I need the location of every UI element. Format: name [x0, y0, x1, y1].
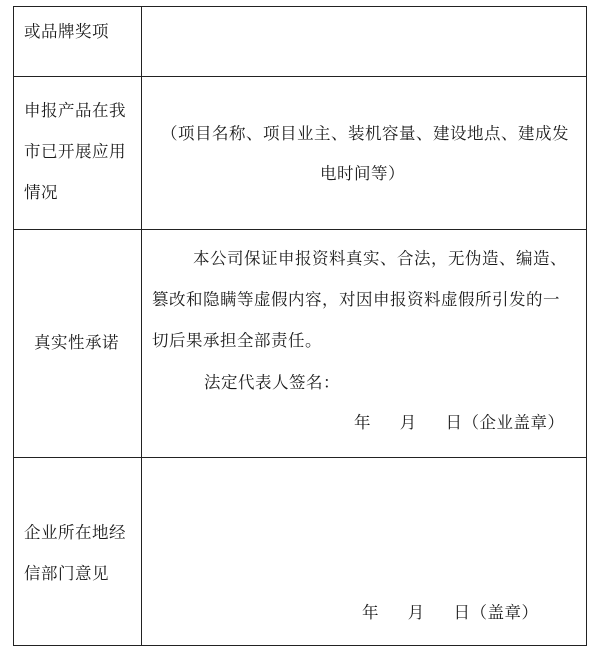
content-authenticity-commitment	[142, 230, 586, 457]
label-application-status-line2: 市已开展应用	[24, 142, 126, 161]
label-cell	[14, 230, 142, 457]
application-status-hint-line1: （项目名称、项目业主、装机容量、建设地点、建成发	[161, 124, 569, 143]
commitment-text-line3: 切后果承担全部责任。	[152, 331, 322, 350]
label-authenticity-commitment: 真实性承诺	[34, 333, 119, 352]
label-brand-awards: 或品牌奖项	[24, 22, 109, 41]
label-application-status-line1: 申报产品在我	[24, 101, 126, 120]
label-cell	[14, 458, 142, 645]
commitment-date-seal: 年 月 日（企业盖章）	[354, 413, 565, 432]
label-application-status-line3: 情况	[24, 183, 58, 202]
label-cell	[14, 77, 142, 229]
label-cell	[14, 7, 142, 76]
application-status-hint-line2: 电时间等）	[320, 164, 405, 183]
row-department-opinion	[14, 458, 586, 645]
commitment-text-line2: 篡改和隐瞒等虚假内容，对因申报资料虚假所引发的一	[152, 290, 560, 309]
row-authenticity-commitment	[14, 230, 586, 458]
content-brand-awards[interactable]	[142, 7, 586, 76]
legal-representative-signature-label: 法定代表人签名：	[204, 373, 340, 392]
content-application-status[interactable]	[142, 77, 586, 229]
department-date-seal: 年 月 日（盖章）	[362, 603, 539, 622]
row-brand-awards	[14, 7, 586, 77]
content-department-opinion[interactable]	[142, 458, 586, 645]
commitment-text-line1: 本公司保证申报资料真实、合法，无伪造、编造、	[193, 249, 567, 268]
row-application-status	[14, 77, 586, 230]
label-department-opinion-line2: 信部门意见	[24, 564, 109, 583]
label-department-opinion-line1: 企业所在地经	[24, 523, 126, 542]
application-form-table	[13, 6, 587, 646]
